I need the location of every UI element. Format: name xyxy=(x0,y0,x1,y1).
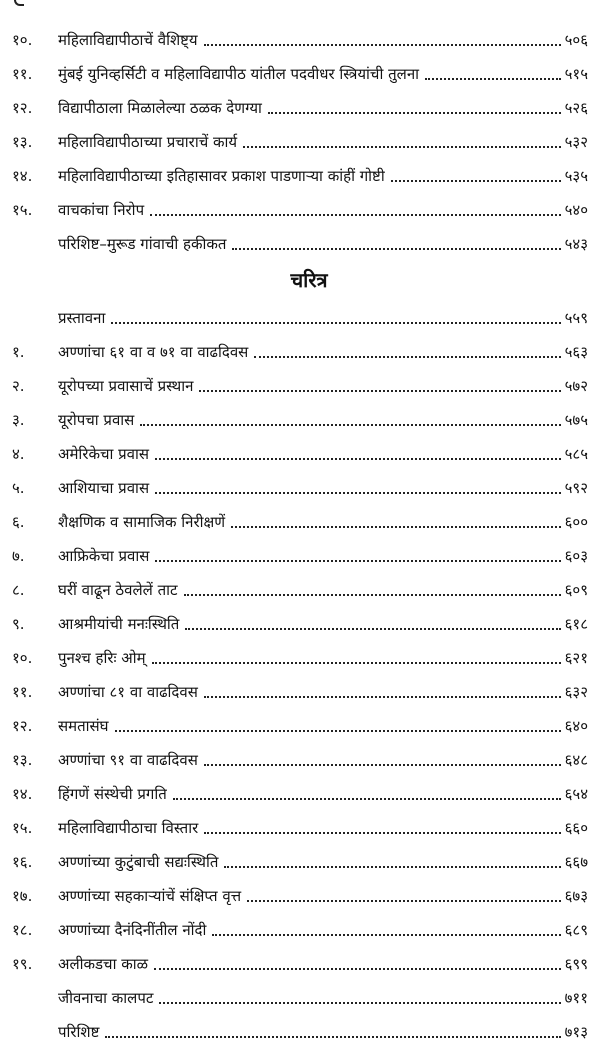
entry-number: ९. xyxy=(12,615,25,633)
entry-title: महिलाविद्यापीठाच्या इतिहासावर प्रकाश पाडणाऱ्या कांहीं गोष्टी xyxy=(58,167,385,185)
entry-page-number: ५८५ xyxy=(564,445,588,463)
entry-title: अण्णांच्या कुटुंबाची सद्यःस्थिति xyxy=(58,853,219,871)
entry-number: १. xyxy=(12,343,25,361)
entry-number: १५. xyxy=(12,201,33,219)
entry-page-number: ५४० xyxy=(564,201,588,219)
entry-title: अण्णांचा ६१ वा व ७१ वा वाढदिवस xyxy=(58,343,249,361)
entry-number: १२. xyxy=(12,717,33,735)
dot-leader xyxy=(155,457,561,460)
toc-section-2 xyxy=(0,300,600,1048)
entry-title: मुंबई युनिव्हर्सिटी व महिलाविद्यापीठ यांतील पदवीधर स्त्रियांची तुलना xyxy=(58,65,420,83)
dot-leader xyxy=(173,797,561,800)
dot-leader xyxy=(391,179,561,182)
entry-page-number: ७११ xyxy=(564,989,588,1007)
entry-title: आश्रमीयांची मनःस्थिति xyxy=(58,615,180,633)
entry-page-number: ६९९ xyxy=(564,955,588,973)
entry-title: आशियाचा प्रवास xyxy=(58,479,150,497)
dot-leader xyxy=(268,111,561,114)
entry-title: अण्णांचा ८१ वा वाढदिवस xyxy=(58,683,198,701)
dot-leader xyxy=(254,355,560,358)
toc-entry xyxy=(0,436,600,470)
toc-entry xyxy=(0,912,600,946)
toc-entry xyxy=(0,56,600,90)
dot-leader xyxy=(184,593,561,596)
entry-number: १५. xyxy=(12,819,33,837)
entry-number: १६. xyxy=(12,853,33,871)
dot-leader xyxy=(152,661,561,664)
dot-leader xyxy=(140,423,560,426)
entry-title: महिलाविद्यापीठाचें वैशिष्ट्य xyxy=(58,31,198,49)
dot-leader xyxy=(154,967,561,970)
dot-leader xyxy=(115,729,561,732)
entry-page-number: ५२६ xyxy=(564,99,588,117)
entry-page-number: ५७५ xyxy=(564,411,588,429)
entry-title: वाचकांचा निरोप xyxy=(58,201,145,219)
entry-title: अमेरिकेचा प्रवास xyxy=(58,445,150,463)
toc-entry xyxy=(0,334,600,368)
entry-number: ६. xyxy=(12,513,25,531)
entry-title: अण्णांच्या दैनंदिनींतील नोंदी xyxy=(58,921,207,939)
toc-entry xyxy=(0,402,600,436)
entry-page-number: ६१८ xyxy=(564,615,588,633)
toc-entry xyxy=(0,192,600,226)
dot-leader xyxy=(155,559,560,562)
toc-entry xyxy=(0,674,600,708)
toc-entry xyxy=(0,538,600,572)
dot-leader xyxy=(155,491,561,494)
toc-entry xyxy=(0,878,600,912)
dot-leader xyxy=(212,933,560,936)
entry-title: महिलाविद्यापीठाचा विस्तार xyxy=(58,819,199,837)
entry-number: १४. xyxy=(12,785,33,803)
dot-leader xyxy=(199,389,560,392)
toc-entry xyxy=(0,90,600,124)
entry-number: १३. xyxy=(12,133,33,151)
entry-title: शैक्षणिक व सामाजिक निरीक्षणें xyxy=(58,513,226,531)
dot-leader xyxy=(111,321,560,324)
section-heading: चरित्र xyxy=(290,268,328,292)
entry-number: १७. xyxy=(12,887,33,905)
dot-leader xyxy=(425,77,561,80)
entry-title: यूरोपचा प्रवास xyxy=(58,411,135,429)
entry-page-number: ६४८ xyxy=(564,751,588,769)
dot-leader xyxy=(105,1035,560,1038)
entry-page-number: ५९२ xyxy=(564,479,588,497)
entry-number: ११. xyxy=(12,65,33,83)
entry-number: १०. xyxy=(12,31,33,49)
entry-page-number: ५१५ xyxy=(564,65,588,83)
entry-title: घरीं वाढून ठेवलेलें ताट xyxy=(58,581,178,599)
entry-page-number: ६०० xyxy=(564,513,588,531)
entry-page-number: ५३५ xyxy=(564,167,588,185)
entry-page-number: ६५४ xyxy=(564,785,588,803)
entry-title: हिंगणें संस्थेची प्रगति xyxy=(58,785,167,803)
toc-entry xyxy=(0,22,600,56)
toc-entry xyxy=(0,226,600,260)
page-corner-mark xyxy=(14,0,24,6)
entry-title: जीवनाचा कालपट xyxy=(58,989,154,1007)
entry-number: ८. xyxy=(12,581,25,599)
toc-entry xyxy=(0,776,600,810)
entry-number: ७. xyxy=(12,547,25,565)
dot-leader xyxy=(204,831,560,834)
toc-section-1 xyxy=(0,22,600,260)
entry-page-number: ५०६ xyxy=(564,31,588,49)
entry-number: ४. xyxy=(12,445,25,463)
dot-leader xyxy=(231,525,560,528)
dot-leader xyxy=(204,763,561,766)
entry-number: १२. xyxy=(12,99,33,117)
dot-leader xyxy=(159,1001,560,1004)
entry-title: यूरोपच्या प्रवासाचें प्रस्थान xyxy=(58,377,194,395)
entry-title: समतासंघ xyxy=(58,717,109,735)
entry-title: अण्णांचा ९१ वा वाढदिवस xyxy=(58,751,198,769)
toc-entry xyxy=(0,606,600,640)
dot-leader xyxy=(204,695,561,698)
entry-number: २. xyxy=(12,377,25,395)
toc-entry xyxy=(0,504,600,538)
entry-title: परिशिष्ट xyxy=(58,1023,100,1041)
entry-page-number: ६०९ xyxy=(564,581,588,599)
entry-page-number: ६६० xyxy=(564,819,588,837)
entry-page-number: ६२१ xyxy=(564,649,588,667)
entry-page-number: ५३२ xyxy=(564,133,588,151)
entry-page-number: ६७३ xyxy=(564,887,588,905)
dot-leader xyxy=(150,213,561,216)
dot-leader xyxy=(247,899,561,902)
dot-leader xyxy=(232,247,560,250)
toc-entry xyxy=(0,300,600,334)
entry-page-number: ५६३ xyxy=(564,343,588,361)
toc-entry xyxy=(0,742,600,776)
entry-title: अलीकडचा काळ xyxy=(58,955,149,973)
entry-title: परिशिष्ट–मुरूड गांवाची हकीकत xyxy=(58,235,227,253)
entry-number: १८. xyxy=(12,921,33,939)
toc-entry xyxy=(0,980,600,1014)
entry-number: १९. xyxy=(12,955,33,973)
entry-title: अण्णांच्या सहकाऱ्यांचें संक्षिप्त वृत्त xyxy=(58,887,242,905)
entry-title: पुनश्च हरिः ओम् xyxy=(58,649,146,667)
toc-entry xyxy=(0,810,600,844)
toc-entry xyxy=(0,708,600,742)
dot-leader xyxy=(243,145,560,148)
toc-entry xyxy=(0,572,600,606)
entry-title: आफ्रिकेचा प्रवास xyxy=(58,547,150,565)
dot-leader xyxy=(204,43,561,46)
entry-page-number: ६०३ xyxy=(564,547,588,565)
table-of-contents xyxy=(0,22,600,1048)
toc-entry xyxy=(0,640,600,674)
entry-page-number: ६४० xyxy=(564,717,588,735)
dot-leader xyxy=(185,627,560,630)
entry-page-number: ५४३ xyxy=(564,235,588,253)
dot-leader xyxy=(224,865,560,868)
toc-entry xyxy=(0,368,600,402)
toc-entry xyxy=(0,844,600,878)
toc-entry xyxy=(0,470,600,504)
toc-entry xyxy=(0,1014,600,1048)
entry-page-number: ६६७ xyxy=(564,853,588,871)
entry-number: १४. xyxy=(12,167,33,185)
entry-number: १०. xyxy=(12,649,33,667)
entry-number: ३. xyxy=(12,411,25,429)
toc-entry xyxy=(0,124,600,158)
toc-entry xyxy=(0,158,600,192)
entry-page-number: ६८९ xyxy=(564,921,588,939)
entry-title: विद्यापीठाला मिळालेल्या ठळक देणग्या xyxy=(58,99,262,117)
entry-number: ११. xyxy=(12,683,33,701)
entry-page-number: ६३२ xyxy=(564,683,588,701)
entry-page-number: ५७२ xyxy=(564,377,588,395)
entry-page-number: ७१३ xyxy=(564,1023,588,1041)
entry-number: ५. xyxy=(12,479,25,497)
toc-entry xyxy=(0,946,600,980)
entry-number: १३. xyxy=(12,751,33,769)
entry-page-number: ५५९ xyxy=(564,309,588,327)
entry-title: प्रस्तावना xyxy=(58,309,106,327)
entry-title: महिलाविद्यापीठाच्या प्रचाराचें कार्य xyxy=(58,133,238,151)
